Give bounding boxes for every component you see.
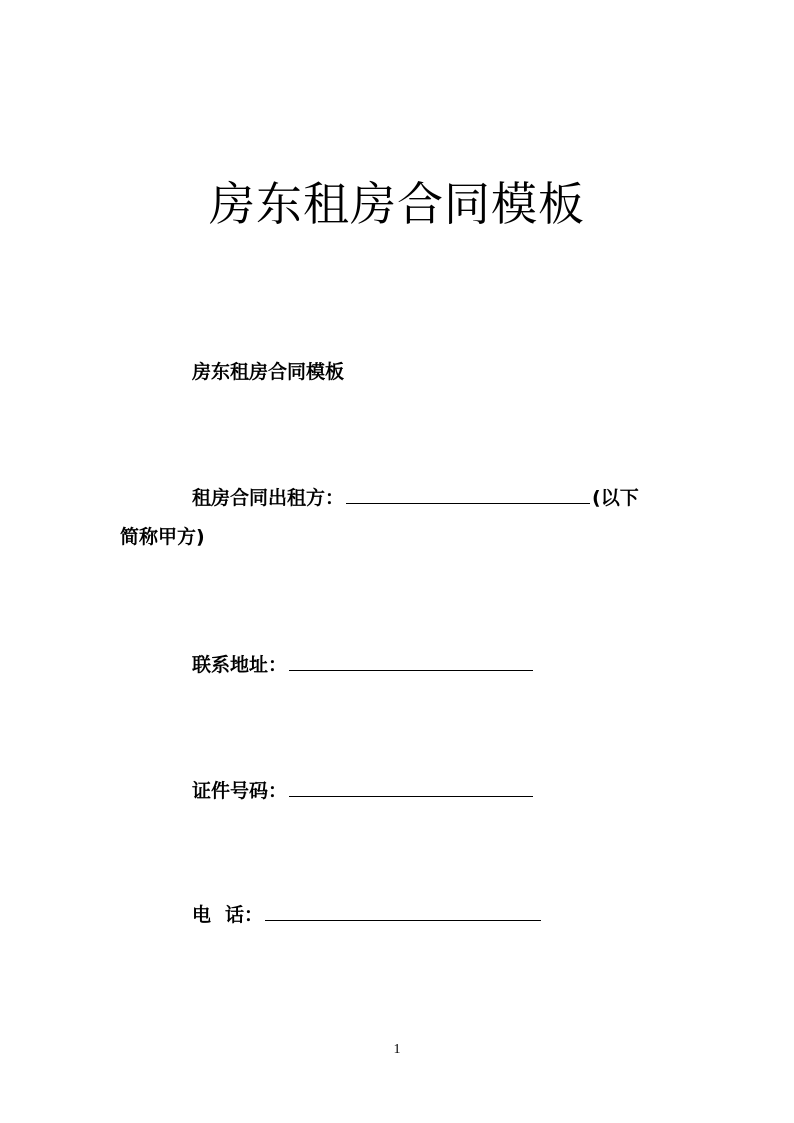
lessor-continuation: 简称甲方) xyxy=(120,526,205,548)
document-subtitle: 房东租房合同模板 xyxy=(192,361,345,383)
lessor-row xyxy=(192,483,639,511)
phone-label-part1: 电 xyxy=(192,904,212,926)
id-number-blank-field xyxy=(289,776,533,797)
page-title: 房东租房合同模板 xyxy=(209,176,585,231)
id-number-row xyxy=(192,776,535,804)
address-label: 联系地址： xyxy=(192,654,288,676)
address-blank-field xyxy=(289,650,533,671)
phone-label-part2: 话： xyxy=(225,904,264,926)
phone-row xyxy=(192,900,543,928)
lessor-label: 租房合同出租方： xyxy=(192,487,345,509)
lessor-suffix: (以下 xyxy=(592,487,639,509)
address-row xyxy=(192,650,535,678)
lessor-blank-field xyxy=(346,483,590,504)
id-number-label: 证件号码： xyxy=(192,780,288,802)
phone-blank-field xyxy=(265,900,541,921)
page-number: 1 xyxy=(393,1042,401,1057)
